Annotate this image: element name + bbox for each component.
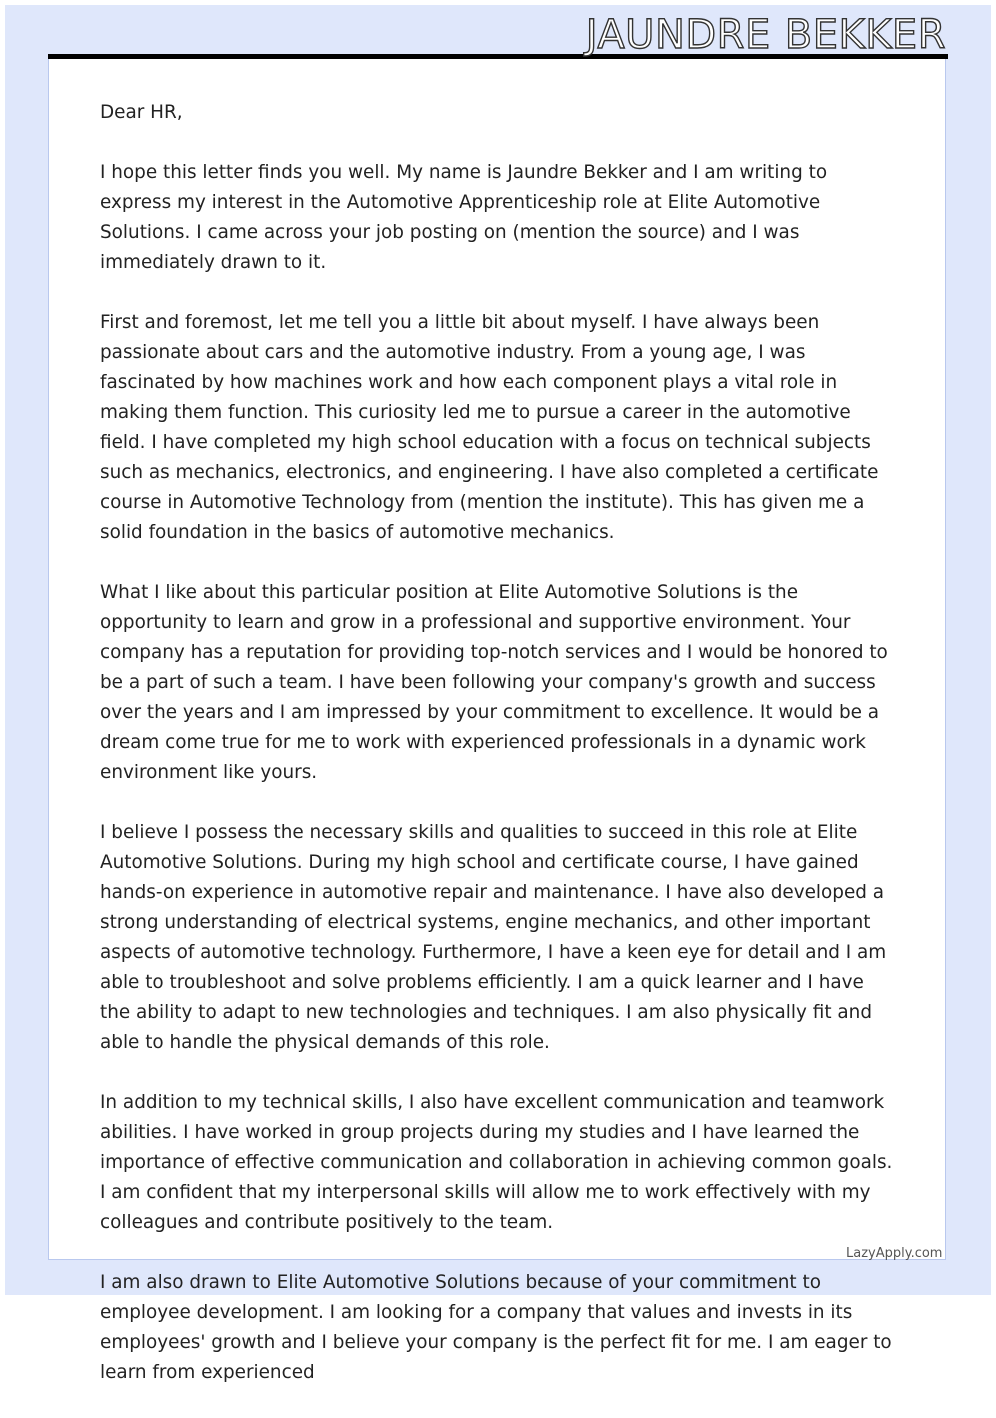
letter-paragraph-5: In addition to my technical skills, I also have excellent communication and teamwork abilities. I have worked in group projects during my studies and I have learned the importance of effective communication and collaboration in achieving common goals. I am confident that my interpersonal skills will allow me to work effectively with my colleagues and contribute positively to the team. [100, 1092, 893, 1233]
letter-paragraph-2: First and foremost, let me tell you a little bit about myself. I have always been passionate about cars and the automotive industry. From a young age, I was fascinated by how machines work and how each component plays a vital role in making them function. This curiosity led me to pursue a career in the automotive field. I have completed my high school education with a focus on technical subjects such as mechanics, electronics, and engineering. I have also completed a certificate course in Automotive Technology from (mention the institute). This has given me a solid foundation in the basics of automotive mechanics. [100, 312, 879, 543]
letter-paragraph-1: I hope this letter finds you well. My name is Jaundre Bekker and I am writing to express my interest in the Automotive Apprenticeship role at Elite Automotive Solutions. I came across your job posting on (mention the source) and I was immediately drawn to it. [100, 162, 828, 273]
watermark: LazyApply.com [846, 1246, 943, 1261]
letter-paragraph-6: I am also drawn to Elite Automotive Solutions because of your commitment to employee development. I am looking for a company that values and invests in its employees' growth and I believe your company is the perfect fit for me. I am eager to learn from experienced [100, 1272, 892, 1383]
letter-paragraph-3: What I like about this particular position at Elite Automotive Solutions is the opportunity to learn and grow in a professional and supportive environment. Your company has a reputation for providing top-notch services and I would be honored to be a part of such a team. I have been following your company's growth and success over the years and I am impressed by your commitment to excellence. It would be a dream come true for me to work with experienced professionals in a dynamic work environment like yours. [100, 582, 888, 783]
letter-paragraph-4: I believe I possess the necessary skills and qualities to succeed in this role at Elite Automotive Solutions. During my high school and certificate course, I have gained hands-on experience in automotive repair and maintenance. I have also developed a strong understanding of electrical systems, engine mechanics, and other important aspects of automotive technology. Furthermore, I have a keen eye for detail and I am able to troubleshoot and solve problems efficiently. I am a quick learner and I have the ability to adapt to new technologies and techniques. I am also physically fit and able to handle the physical demands of this role. [100, 822, 887, 1053]
applicant-last-name: BEKKER [784, 12, 946, 58]
letter-body [100, 98, 896, 1418]
applicant-name [586, 12, 946, 58]
salutation: Dear HR, [100, 102, 183, 123]
applicant-first-name: JAUNDRE [585, 12, 771, 58]
